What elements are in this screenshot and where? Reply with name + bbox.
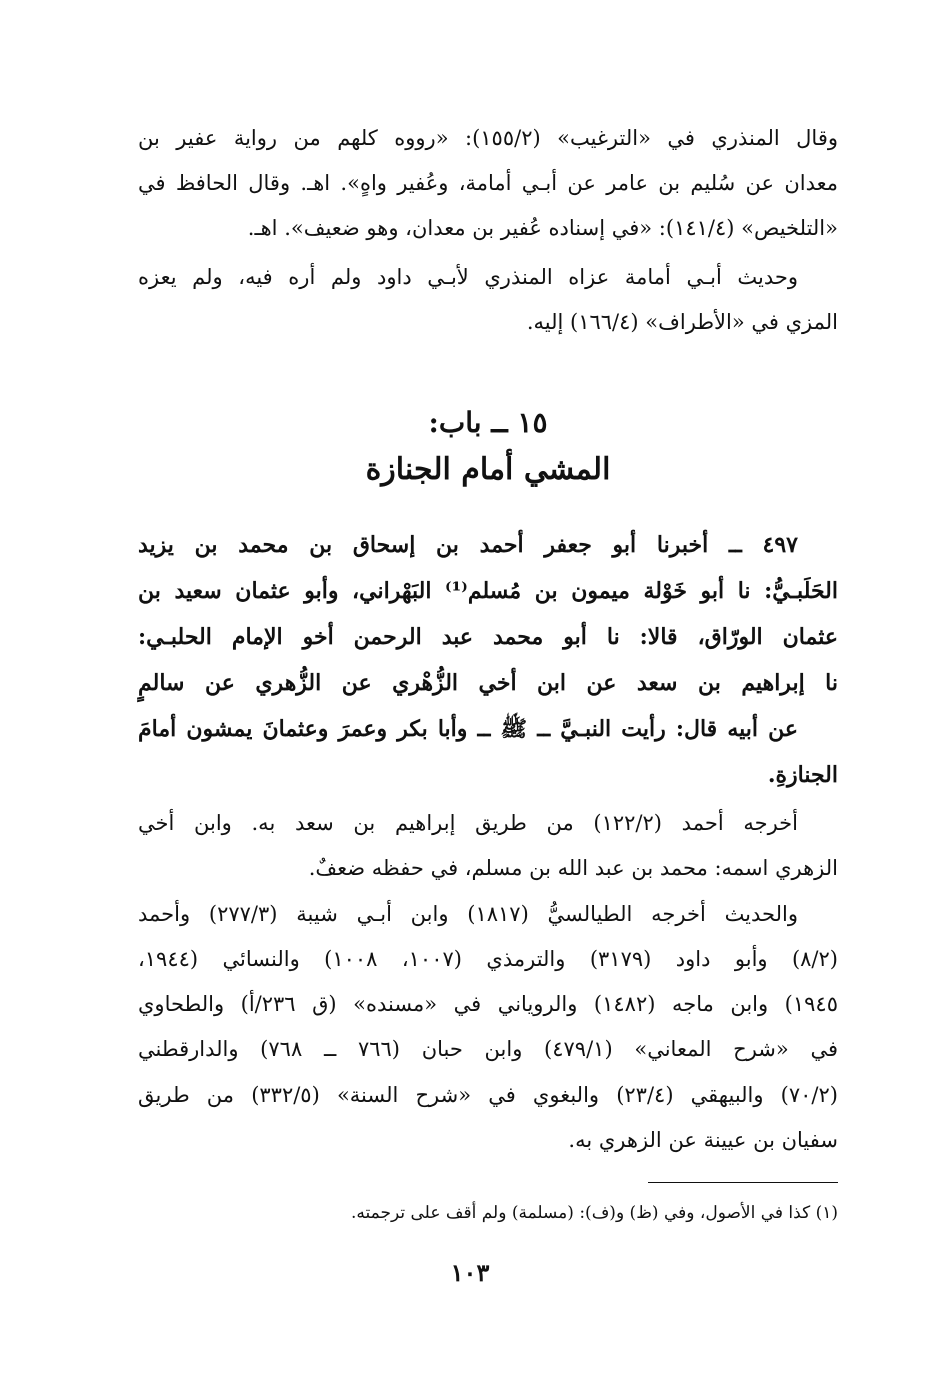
page-body: [138, 0, 838, 1376]
takhrij2-line: والحديث أخرجه الطيالسيُّ (١٨١٧) وابن أبـي شيبة (٢٧٧/٣) وأحمد: [138, 902, 798, 926]
paragraph1-line: «التلخيص» (١٤١/٤): «في إسناده عُفير بن معدان، وهو ضعيف». اهـ.: [247, 216, 838, 240]
takhrij1-line: أخرجه أحمد (١٢٢/٢) من طريق إبراهيم بن سعد به. وابن أخي: [138, 811, 798, 835]
paragraph1-line: معدان عن سُليم بن عامر عن أبـي أمامة، وعُفير واهٍ». اهـ. وقال الحافظ في: [138, 171, 838, 195]
page-number: ١٠٣: [450, 1258, 490, 1287]
chapter-number: ١٥ ــ باب:: [428, 406, 548, 439]
paragraph1-line: وقال المنذري في «الترغيب» (١٥٥/٢): «رووه كلهم من رواية عفير بن: [138, 126, 838, 150]
hadith-line: عن أبيه قال: رأيت النبـيَّ ــ ﷺ ــ وأبا بكر وعمرَ وعثمانَ يمشون أمامَ: [138, 716, 798, 742]
hadith-line: نا إبراهيم بن سعد عن ابن أخي الزُّهْري عن الزُّهري عن سالمٍ: [138, 670, 838, 696]
chapter-title: المشي أمام الجنازة: [365, 452, 611, 487]
takhrij2-line: (٧٠/٢) والبيهقي (٢٣/٤) والبغوي في «شرح السنة» (٣٣٢/٥) من طريق: [138, 1083, 838, 1107]
takhrij2-line: سفيان بن عيينة عن الزهري به.: [568, 1128, 838, 1152]
paragraph2-line: المزي في «الأطراف» (١٦٦/٤) إليه.: [526, 310, 838, 334]
footnote-separator: [648, 1182, 838, 1183]
takhrij1-line: الزهري اسمه: محمد بن عبد الله بن مسلم، في حفظه ضعفٌ.: [308, 856, 838, 880]
takhrij2-line: ١٩٤٥) وابن ماجه (١٤٨٢) والروياني في «مسنده» (ق ٢٣٦/أ) والطحاوي: [138, 992, 838, 1016]
hadith-line: الحَلَبـيُّ: نا أبو خَوْلة ميمون بن مُسلم⁽¹⁾ البَهْراني، وأبو عثمان سعيد بن: [138, 578, 838, 604]
hadith-line: الجنازةِ.: [767, 762, 838, 788]
hadith-line: ٤٩٧ ــ أخبرنا أبو جعفر أحمد بن إسحاق بن محمد بن يزيد: [138, 532, 798, 558]
hadith-line: عثمان الورّاق، قالا: نا أبو محمد عبد الرحمن أخو الإمام الحلبـي:: [138, 624, 838, 650]
takhrij2-line: (٨/٢) وأبو داود (٣١٧٩) والترمذي (١٠٠٧، ١٠٠٨) والنسائي (١٩٤٤،: [138, 947, 838, 971]
paragraph2-line: وحديث أبـي أمامة عزاه المنذري لأبـي داود ولم أره فيه، ولم يعزه: [138, 265, 798, 289]
takhrij2-line: في «شرح المعاني» (٤٧٩/١) وابن حبان (٧٦٦ ــ ٧٦٨) والدارقطني: [138, 1037, 838, 1061]
footnote: (١) كذا في الأصول، وفي (ظ) و(ف): (مسلمة) ولم أقف على ترجمته.: [351, 1203, 838, 1223]
